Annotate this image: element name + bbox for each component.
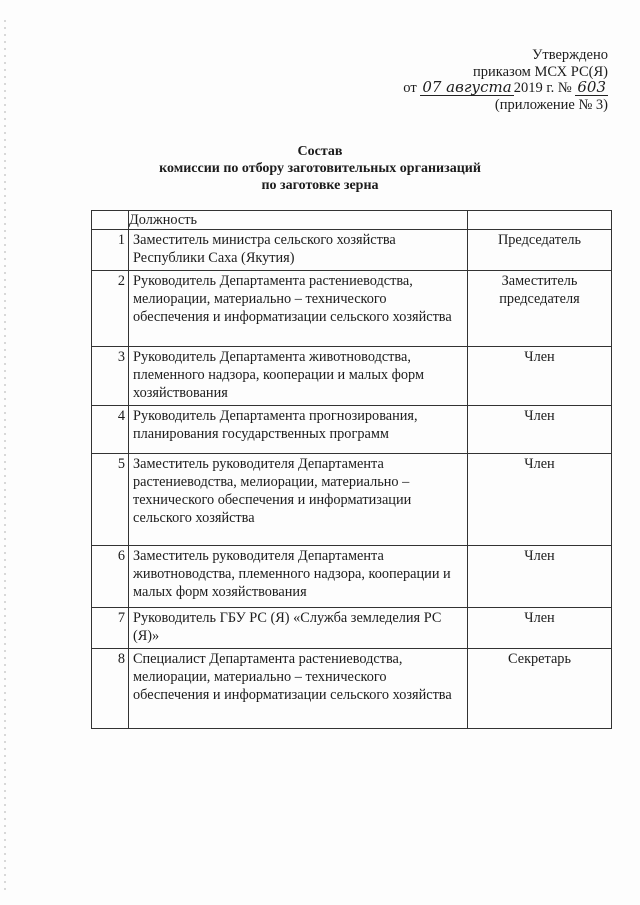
approval-line-approved: Утверждено	[532, 47, 608, 63]
row-role: Секретарь	[468, 649, 612, 729]
table-row	[92, 347, 612, 406]
row-number: 1	[92, 230, 129, 271]
row-role: Член	[468, 347, 612, 406]
header-role	[468, 211, 612, 230]
row-position: Руководитель Департамента животноводства, племенного надзора, кооперации и малых форм хозяйствования	[129, 347, 468, 406]
row-number: 4	[92, 406, 129, 454]
approval-year: 2019 г. №	[513, 80, 572, 96]
approval-line-order: приказом МСХ РС(Я)	[473, 63, 608, 80]
row-number: 5	[92, 454, 129, 546]
approval-prefix: от	[403, 80, 417, 96]
row-number: 6	[92, 546, 129, 608]
handwritten-date: 07 августа	[422, 78, 512, 96]
row-position: Заместитель руководителя Департамента растениеводства, мелиорации, материально – технического обеспечения и информатизации сельского хозяйства	[129, 454, 468, 546]
row-position: Заместитель министра сельского хозяйства Республики Саха (Якутия)	[129, 230, 468, 271]
table-row	[92, 454, 612, 546]
row-position: Заместитель руководителя Департамента животноводства, племенного надзора, кооперации и малых форм хозяйствования	[129, 546, 468, 608]
row-role: Член	[468, 608, 612, 649]
handwritten-order-number: 603	[577, 78, 606, 96]
row-number: 7	[92, 608, 129, 649]
header-position: Должность	[129, 211, 468, 230]
row-number: 8	[92, 649, 129, 729]
row-number: 2	[92, 271, 129, 347]
row-position: Руководитель ГБУ РС (Я) «Служба земледелия РС (Я)»	[129, 608, 468, 649]
document-subtitle-2: по заготовке зерна	[261, 178, 379, 193]
row-role: Заместитель председателя	[468, 271, 612, 347]
approval-stamp-block	[328, 47, 608, 113]
header-number	[92, 211, 129, 230]
row-position: Руководитель Департамента растениеводства, мелиорации, материально – технического обеспечения и информатизации сельского хозяйства	[129, 271, 468, 347]
table-row	[92, 271, 612, 347]
row-position: Руководитель Департамента прогнозирования, планирования государственных программ	[129, 406, 468, 454]
approval-line-appendix: (приложение № 3)	[494, 96, 608, 113]
table-row	[92, 230, 612, 271]
table-row	[92, 406, 612, 454]
document-subtitle-1: комиссии по отбору заготовительных организаций	[159, 161, 481, 176]
commission-members-table	[91, 210, 612, 729]
table-row	[92, 649, 612, 729]
table-row	[92, 608, 612, 649]
table-header-row	[92, 211, 612, 230]
document-title: Состав	[297, 144, 343, 159]
row-role: Член	[468, 454, 612, 546]
table-row	[92, 546, 612, 608]
approval-line-date	[328, 80, 608, 97]
row-role: Председатель	[468, 230, 612, 271]
row-position: Специалист Департамента растениеводства, мелиорации, материально – технического обеспечения и информатизации сельского хозяйства	[129, 649, 468, 729]
row-role: Член	[468, 546, 612, 608]
row-role: Член	[468, 406, 612, 454]
row-number: 3	[92, 347, 129, 406]
